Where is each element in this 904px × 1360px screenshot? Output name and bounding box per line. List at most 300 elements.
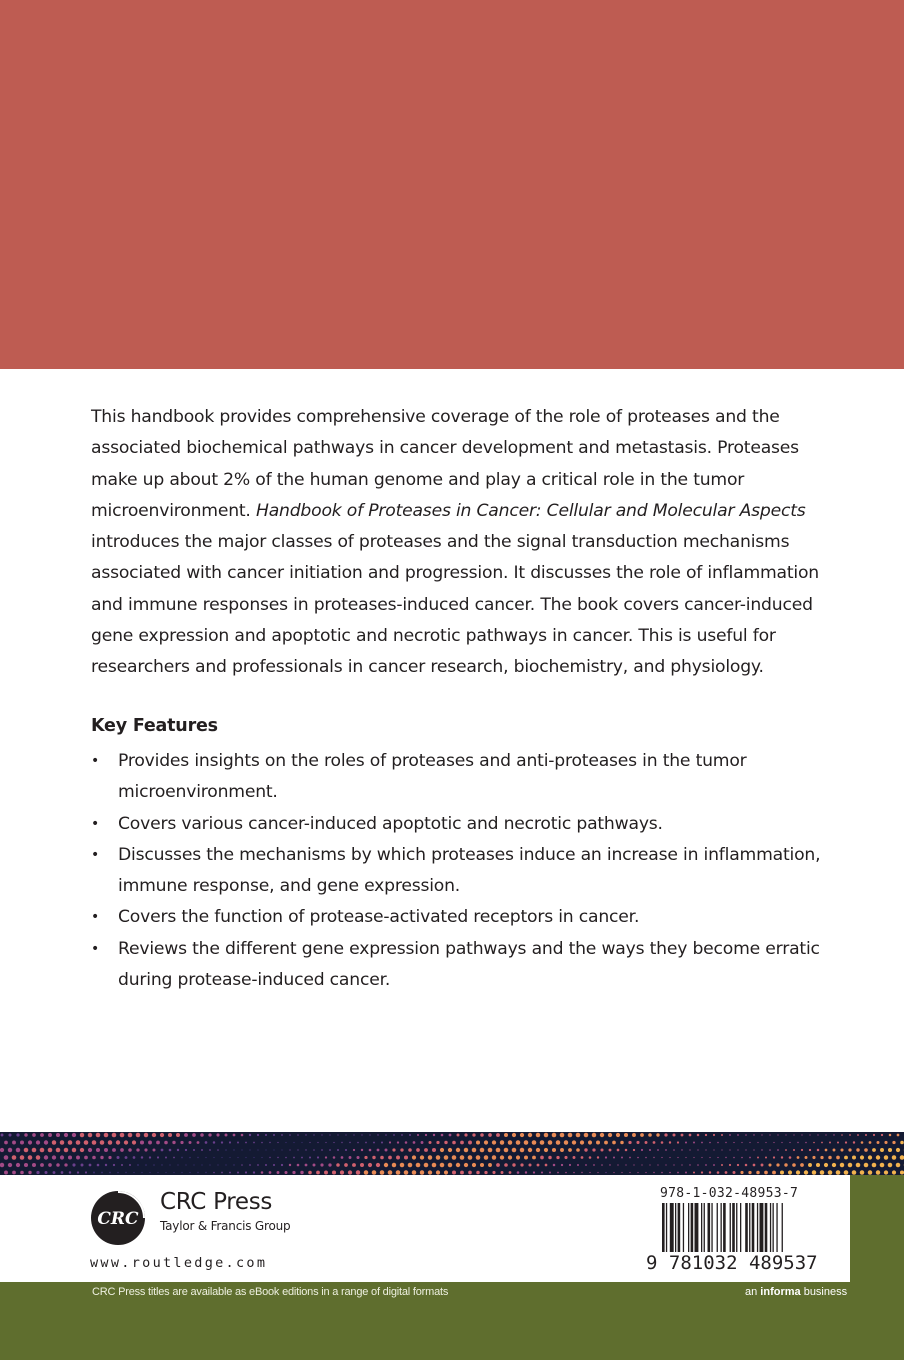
decorative-dot <box>160 1133 164 1137</box>
decorative-dot <box>20 1140 24 1144</box>
decorative-dot <box>408 1148 412 1152</box>
decorative-dot <box>0 1148 4 1152</box>
decorative-dot <box>896 1148 900 1152</box>
decorative-dot <box>709 1171 711 1173</box>
decorative-dot <box>717 1171 720 1174</box>
barcode-bar <box>770 1203 771 1253</box>
decorative-dot <box>884 1141 887 1144</box>
decorative-dot <box>80 1133 84 1137</box>
decorative-dot <box>581 1172 582 1173</box>
decorative-dot <box>741 1157 743 1159</box>
decorative-dot <box>209 1164 210 1165</box>
decorative-dot <box>385 1149 388 1152</box>
key-features-list <box>91 746 836 996</box>
decorative-dot <box>468 1171 472 1175</box>
decorative-dot <box>377 1149 380 1152</box>
decorative-dot <box>585 1164 587 1166</box>
publisher-website[interactable]: www.routledge.com <box>90 1255 268 1271</box>
decorative-dot <box>632 1133 636 1137</box>
barcode-bar <box>745 1203 748 1253</box>
decorative-dot <box>261 1142 263 1144</box>
decorative-dot <box>729 1149 730 1150</box>
decorative-dot <box>372 1156 375 1159</box>
decorative-dot <box>669 1141 671 1143</box>
decorative-dot <box>265 1134 267 1136</box>
decorative-dot <box>792 1163 796 1167</box>
decorative-dot <box>188 1141 191 1144</box>
decorative-dot <box>44 1155 48 1159</box>
barcode-bar <box>691 1203 694 1253</box>
decorative-dot <box>548 1140 553 1145</box>
decorative-dot <box>532 1140 537 1145</box>
decorative-dot <box>216 1133 219 1136</box>
decorative-dot <box>613 1156 615 1158</box>
decorative-dot <box>849 1134 851 1136</box>
bullet-icon: • <box>91 846 100 863</box>
decorative-dot <box>345 1149 347 1151</box>
decorative-dot <box>449 1134 452 1137</box>
decorative-dot <box>641 1164 642 1165</box>
decorative-dot <box>221 1157 222 1158</box>
decorative-dot <box>201 1149 203 1151</box>
decorative-dot <box>749 1157 751 1159</box>
decorative-dot <box>548 1156 552 1160</box>
decorative-dot <box>313 1134 314 1135</box>
decorative-dot <box>245 1142 247 1144</box>
barcode-bar <box>708 1203 711 1253</box>
decorative-dot <box>157 1172 158 1173</box>
decorative-dot <box>757 1142 758 1143</box>
decorative-dot <box>205 1141 208 1144</box>
decorative-dot <box>549 1172 551 1174</box>
decorative-dot <box>176 1133 180 1137</box>
decorative-dot <box>44 1140 48 1144</box>
decorative-dot <box>269 1171 272 1174</box>
decorative-dot <box>464 1133 467 1136</box>
decorative-dot <box>553 1164 556 1167</box>
decorative-dot <box>209 1149 211 1151</box>
decorative-dot <box>685 1157 686 1158</box>
decorative-dot <box>753 1134 754 1135</box>
decorative-dot <box>261 1157 262 1158</box>
decorative-dot <box>737 1164 739 1166</box>
decorative-dot <box>313 1164 316 1167</box>
decorative-dot <box>148 1141 152 1145</box>
decorative-dot <box>397 1141 399 1143</box>
decorative-dot <box>309 1142 310 1143</box>
decorative-dot <box>120 1133 125 1138</box>
decorative-dot <box>520 1133 524 1137</box>
decorative-dot <box>444 1170 448 1174</box>
decorative-dot <box>501 1171 504 1174</box>
decorative-dot <box>685 1172 687 1174</box>
decorative-dot <box>464 1148 468 1152</box>
decorative-dot <box>833 1149 836 1152</box>
decorative-dot <box>108 1156 111 1159</box>
decorative-dot <box>420 1155 424 1159</box>
decorative-dot <box>776 1163 779 1166</box>
decorative-dot <box>809 1149 811 1151</box>
decorative-dot <box>801 1149 803 1151</box>
decorative-dot <box>512 1163 515 1166</box>
decorative-dot <box>888 1148 892 1152</box>
decorative-dot <box>133 1172 134 1173</box>
decorative-dot <box>229 1141 231 1143</box>
decorative-dot <box>300 1171 303 1174</box>
decorative-dot <box>128 1148 132 1152</box>
decorative-dot <box>649 1164 650 1165</box>
decorative-dot <box>217 1164 218 1165</box>
decorative-dot <box>745 1164 748 1167</box>
decorative-dot <box>588 1140 592 1144</box>
decorative-dot <box>645 1157 647 1159</box>
decorative-dot <box>293 1157 295 1159</box>
decorative-dot <box>245 1157 246 1158</box>
decorative-dot <box>253 1142 255 1144</box>
decorative-dot <box>576 1148 580 1152</box>
barcode-bar <box>773 1203 774 1253</box>
isbn-number: 978-1-032-48953-7 <box>660 1186 799 1201</box>
decorative-dot <box>249 1164 251 1166</box>
decorative-dot <box>533 1171 535 1173</box>
decorative-dot <box>825 1149 828 1152</box>
decorative-dot <box>408 1163 413 1168</box>
decorative-dot <box>241 1164 243 1166</box>
decorative-dot <box>737 1149 738 1150</box>
decorative-dot <box>364 1156 367 1159</box>
informa-business-tag <box>745 1286 847 1298</box>
decorative-dot <box>169 1149 172 1152</box>
decorative-dot <box>436 1155 441 1160</box>
decorative-dot <box>28 1140 32 1144</box>
decorative-dot <box>325 1142 326 1143</box>
decorative-dot <box>884 1170 888 1174</box>
decorative-dot <box>532 1156 536 1160</box>
decorative-dot <box>480 1148 485 1153</box>
decorative-dot <box>636 1141 639 1144</box>
decorative-dot <box>184 1133 188 1137</box>
decorative-dot <box>673 1164 674 1165</box>
decorative-dot <box>72 1148 76 1152</box>
decorative-dot <box>689 1149 690 1150</box>
decorative-dot <box>817 1149 820 1152</box>
decorative-dot <box>488 1133 492 1137</box>
decorative-dot <box>265 1149 266 1150</box>
decorative-dot <box>64 1148 69 1153</box>
decorative-dot <box>36 1140 40 1144</box>
decorative-dot <box>197 1172 198 1173</box>
publisher-group: Taylor & Francis Group <box>160 1219 291 1233</box>
decorative-dot <box>609 1164 610 1165</box>
decorative-dot <box>540 1140 545 1145</box>
decorative-dot <box>524 1156 528 1160</box>
decorative-dot <box>261 1171 264 1174</box>
decorative-dot <box>241 1134 244 1137</box>
barcode-bar <box>688 1203 689 1253</box>
decorative-dot <box>201 1164 202 1165</box>
decorative-dot <box>564 1156 567 1159</box>
decorative-dot <box>541 1171 543 1173</box>
decorative-dot <box>393 1134 395 1136</box>
decorative-dot <box>761 1164 764 1167</box>
decorative-dot <box>592 1133 596 1137</box>
decorative-dot <box>48 1148 53 1153</box>
decorative-dot <box>289 1149 290 1150</box>
decorative-dot <box>869 1141 872 1144</box>
decorative-dot <box>237 1142 239 1144</box>
decorative-dot <box>701 1171 703 1173</box>
decorative-dot <box>745 1149 746 1150</box>
decorative-dot <box>597 1172 598 1173</box>
decorative-dot <box>277 1142 278 1143</box>
decorative-dot <box>460 1171 464 1175</box>
decorative-dot <box>560 1133 565 1138</box>
decorative-dot <box>96 1148 100 1152</box>
decorative-dot <box>112 1133 117 1138</box>
decorative-dot <box>561 1164 563 1166</box>
decorative-dot <box>781 1156 783 1158</box>
decorative-dot <box>509 1171 512 1174</box>
decorative-dot <box>321 1134 322 1135</box>
decorative-dot <box>233 1149 234 1150</box>
decorative-dot <box>729 1164 731 1166</box>
decorative-dot <box>657 1149 659 1151</box>
decorative-dot <box>468 1155 473 1160</box>
decorative-dot <box>761 1149 762 1150</box>
decorative-dot <box>832 1163 836 1167</box>
decorative-dot <box>365 1142 367 1144</box>
barcode-bar <box>683 1203 684 1253</box>
decorative-dot <box>852 1156 856 1160</box>
decorative-dot <box>500 1140 504 1144</box>
decorative-dot <box>813 1142 815 1144</box>
decorative-dot <box>545 1164 548 1167</box>
decorative-dot <box>225 1164 226 1165</box>
decorative-dot <box>336 1163 340 1167</box>
bullet-icon: • <box>91 753 100 769</box>
decorative-dot <box>609 1149 612 1152</box>
decorative-dot <box>568 1133 573 1138</box>
publisher-name: CRC Press <box>160 1189 273 1215</box>
decorative-dot <box>517 1171 520 1174</box>
decorative-dot <box>189 1172 190 1173</box>
decorative-dot <box>544 1148 548 1152</box>
decorative-dot <box>876 1155 880 1159</box>
decorative-dot <box>749 1142 750 1143</box>
decorative-dot <box>528 1148 532 1152</box>
decorative-dot <box>425 1134 427 1136</box>
decorative-dot <box>432 1163 437 1168</box>
decorative-dot <box>892 1155 897 1160</box>
decorative-dot <box>360 1163 364 1167</box>
decorative-dot <box>269 1142 270 1143</box>
decorative-dot <box>12 1171 16 1175</box>
decorative-dot <box>396 1156 400 1160</box>
decorative-dot <box>560 1148 564 1152</box>
decorative-dot <box>888 1163 893 1168</box>
book-title-italic: Handbook of Proteases in Cancer: Cellular and Molecular Aspects <box>255 500 806 521</box>
decorative-dot <box>592 1148 595 1151</box>
decorative-dot <box>193 1164 194 1165</box>
decorative-dot <box>164 1141 168 1145</box>
decorative-dot <box>520 1163 523 1166</box>
barcode-bar <box>776 1203 777 1253</box>
decorative-dot <box>153 1164 155 1166</box>
decorative-dot <box>721 1149 722 1150</box>
decorative-dot <box>432 1148 436 1152</box>
decorative-dot <box>633 1149 635 1151</box>
decorative-dot <box>516 1155 520 1159</box>
decorative-dot <box>492 1155 496 1159</box>
decorative-dot <box>416 1148 420 1152</box>
decorative-dot <box>81 1164 84 1167</box>
decorative-dot <box>573 1156 576 1159</box>
decorative-dot <box>389 1141 391 1143</box>
decorative-dot <box>309 1157 311 1159</box>
decorative-dot <box>281 1164 283 1166</box>
decorative-dot <box>352 1163 356 1167</box>
decorative-dot <box>773 1142 774 1143</box>
decorative-dot <box>468 1141 472 1145</box>
list-item <box>91 934 836 997</box>
decorative-dot <box>536 1148 540 1152</box>
decorative-dot <box>332 1170 336 1174</box>
decorative-dot <box>84 1156 88 1160</box>
decorative-dot <box>753 1164 756 1167</box>
decorative-dot <box>181 1157 183 1159</box>
description-part-1: This handbook provides comprehensive coverage of the role of proteases and the associated biochemical pathways in cancer development and metastasis. Proteases make up about 2% of the human genome and play a critical role in the tumor microenvironment. <box>91 407 799 521</box>
decorative-dot <box>861 1141 864 1144</box>
decorative-dot <box>181 1172 182 1173</box>
decorative-dot <box>528 1133 532 1137</box>
informa-prefix: an <box>745 1286 761 1298</box>
decorative-dot <box>597 1156 599 1158</box>
decorative-dot <box>265 1164 267 1166</box>
decorative-dot <box>53 1171 56 1174</box>
decorative-dot <box>233 1164 234 1165</box>
decorative-dot <box>589 1172 590 1173</box>
decorative-dot <box>448 1163 452 1167</box>
decorative-dot <box>897 1134 900 1137</box>
decorative-dot <box>349 1156 352 1159</box>
decorative-dot <box>789 1156 792 1159</box>
decorative-dot <box>596 1141 600 1145</box>
decorative-dot <box>44 1171 47 1174</box>
decorative-dot <box>165 1157 167 1159</box>
decorative-dot <box>713 1134 715 1136</box>
decorative-dot <box>713 1164 715 1166</box>
decorative-dot <box>60 1155 64 1159</box>
decorative-dot <box>1 1134 4 1137</box>
decorative-dot <box>333 1142 334 1143</box>
decorative-dot <box>40 1163 44 1167</box>
decorative-dot <box>428 1141 431 1144</box>
decorative-dot <box>177 1164 178 1165</box>
decorative-dot <box>765 1156 767 1158</box>
decorative-dot <box>589 1156 592 1159</box>
decorative-dot <box>737 1134 739 1136</box>
decorative-dot <box>132 1140 136 1144</box>
informa-suffix: business <box>800 1286 848 1298</box>
decorative-dot <box>624 1133 628 1137</box>
decorative-dot <box>740 1171 743 1174</box>
decorative-dot <box>376 1163 380 1167</box>
decorative-dot <box>452 1155 457 1160</box>
decorative-dot <box>257 1164 259 1166</box>
feature-text: Discusses the mechanisms by which proteases induce an increase in inflammation, immune response, and gene expression. <box>118 844 821 897</box>
decorative-dot <box>725 1157 726 1158</box>
decorative-dot <box>765 1142 766 1143</box>
decorative-dot <box>253 1157 254 1158</box>
decorative-dot <box>525 1171 527 1173</box>
decorative-dot <box>797 1156 800 1159</box>
feature-text: Covers various cancer-induced apoptotic and necrotic pathways. <box>118 813 663 834</box>
decorative-dot <box>817 1134 818 1135</box>
barcode-bar <box>760 1203 764 1253</box>
decorative-dot <box>273 1149 274 1150</box>
decorative-dot <box>281 1134 283 1136</box>
decorative-dot <box>645 1141 648 1144</box>
decorative-dot <box>665 1164 666 1165</box>
decorative-dot <box>836 1156 840 1160</box>
decorative-dot <box>40 1133 44 1137</box>
decorative-dot <box>512 1133 516 1137</box>
decorative-dot <box>452 1141 456 1145</box>
decorative-dot <box>825 1134 826 1135</box>
decorative-dot <box>316 1171 320 1175</box>
decorative-dot <box>476 1155 481 1160</box>
decorative-dot <box>40 1148 45 1153</box>
decorative-dot <box>297 1149 298 1150</box>
decorative-dot <box>641 1149 643 1151</box>
decorative-dot <box>496 1133 500 1137</box>
decorative-dot <box>0 1163 4 1167</box>
decorative-dot <box>353 1149 355 1151</box>
decorative-dot <box>52 1140 56 1144</box>
decorative-dot <box>293 1142 294 1143</box>
decorative-dot <box>104 1148 108 1152</box>
decorative-dot <box>361 1134 362 1135</box>
decorative-dot <box>32 1133 36 1137</box>
decorative-dot <box>137 1164 139 1166</box>
decorative-dot <box>357 1142 359 1144</box>
decorative-dot <box>344 1163 348 1167</box>
decorative-dot <box>69 1171 71 1173</box>
barcode-bar <box>736 1203 737 1253</box>
decorative-dot <box>441 1134 444 1137</box>
decorative-dot <box>221 1141 223 1143</box>
decorative-dot <box>116 1140 120 1144</box>
decorative-dot <box>381 1142 383 1144</box>
decorative-dot <box>873 1134 875 1136</box>
decorative-dot <box>693 1142 695 1144</box>
decorative-dot <box>189 1157 191 1159</box>
decorative-dot <box>76 1156 80 1160</box>
decorative-dot <box>800 1163 804 1167</box>
decorative-dot <box>860 1155 864 1159</box>
decorative-dot <box>584 1148 587 1151</box>
decorative-dot <box>881 1134 883 1136</box>
decorative-dot <box>733 1142 734 1143</box>
decorative-dot <box>629 1157 631 1159</box>
decorative-dot <box>133 1156 136 1159</box>
decorative-dot <box>400 1163 405 1168</box>
list-item <box>91 809 836 840</box>
decorative-dot <box>805 1156 808 1159</box>
decorative-dot <box>657 1164 658 1165</box>
decorative-dot <box>661 1157 662 1158</box>
decorative-dot <box>741 1142 742 1143</box>
